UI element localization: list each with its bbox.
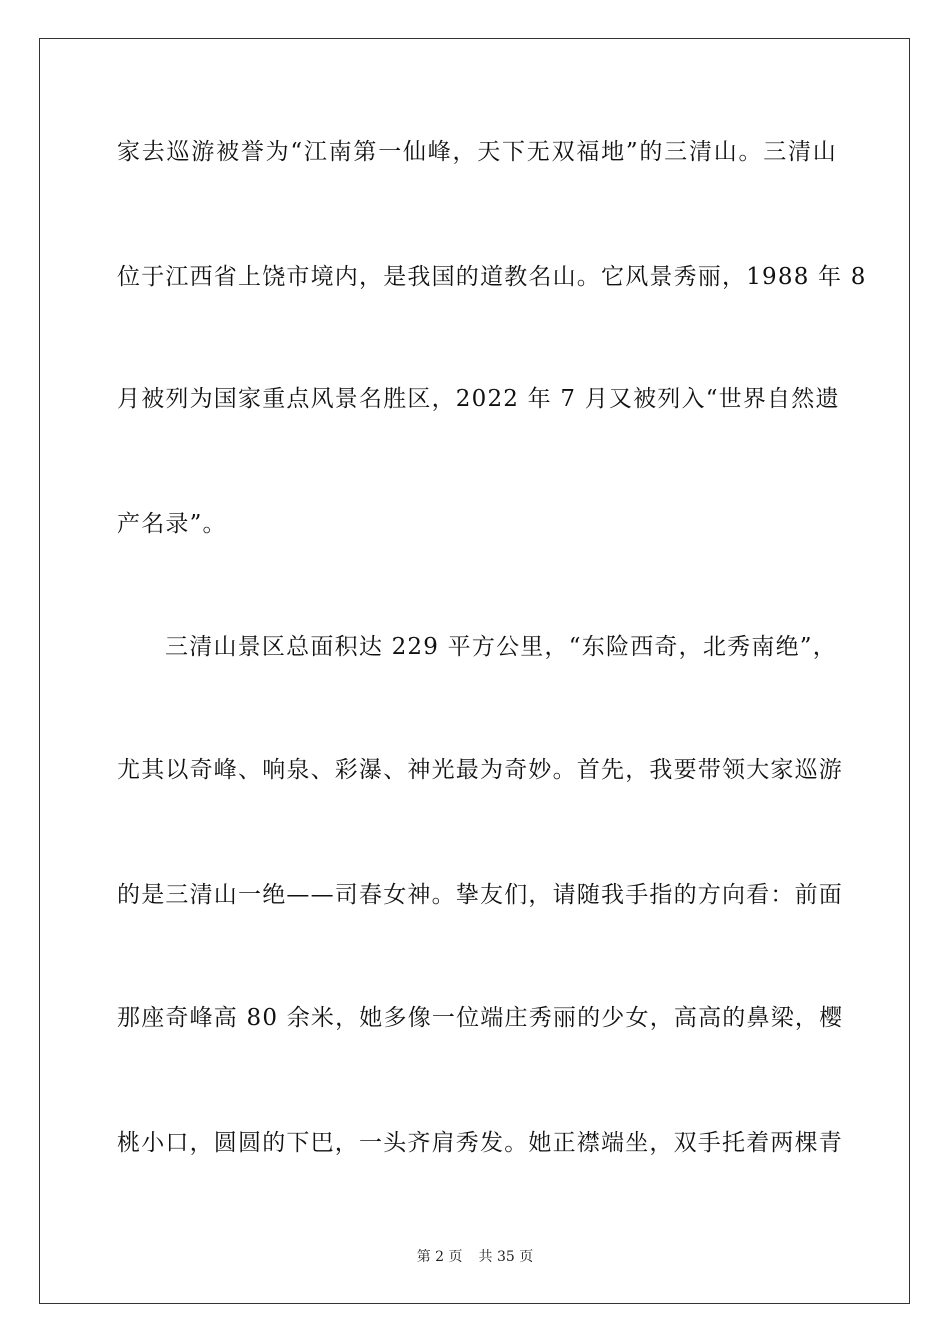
page-total: 共 35 页 [478, 1249, 534, 1265]
body-line-3: 月被列为国家重点风景名胜区，2022 年 7 月又被列入“世界自然遗 [117, 386, 840, 412]
page-footer [0, 1248, 950, 1266]
body-line-9: 桃小口，圆圆的下巴，一头齐肩秀发。她正襟端坐，双手托着两棵青 [117, 1130, 843, 1156]
body-line-4: 产名录”。 [117, 511, 227, 537]
body-line-2: 位于江西省上饶市境内，是我国的道教名山。它风景秀丽，1988 年 8 [117, 264, 867, 290]
body-line-5: 三清山景区总面积达 229 平方公里，“东险西奇，北秀南绝”， [165, 634, 837, 660]
page-number: 第 2 页 [416, 1249, 463, 1265]
page-border [39, 38, 910, 1304]
body-line-1: 家去巡游被誉为“江南第一仙峰，天下无双福地”的三清山。三清山 [117, 139, 837, 165]
body-line-7: 的是三清山一绝——司春女神。挚友们，请随我手指的方向看：前面 [117, 882, 843, 908]
body-line-8: 那座奇峰高 80 余米，她多像一位端庄秀丽的少女，高高的鼻梁，樱 [117, 1005, 844, 1031]
body-line-6: 尤其以奇峰、响泉、彩瀑、神光最为奇妙。首先，我要带领大家巡游 [117, 757, 843, 783]
